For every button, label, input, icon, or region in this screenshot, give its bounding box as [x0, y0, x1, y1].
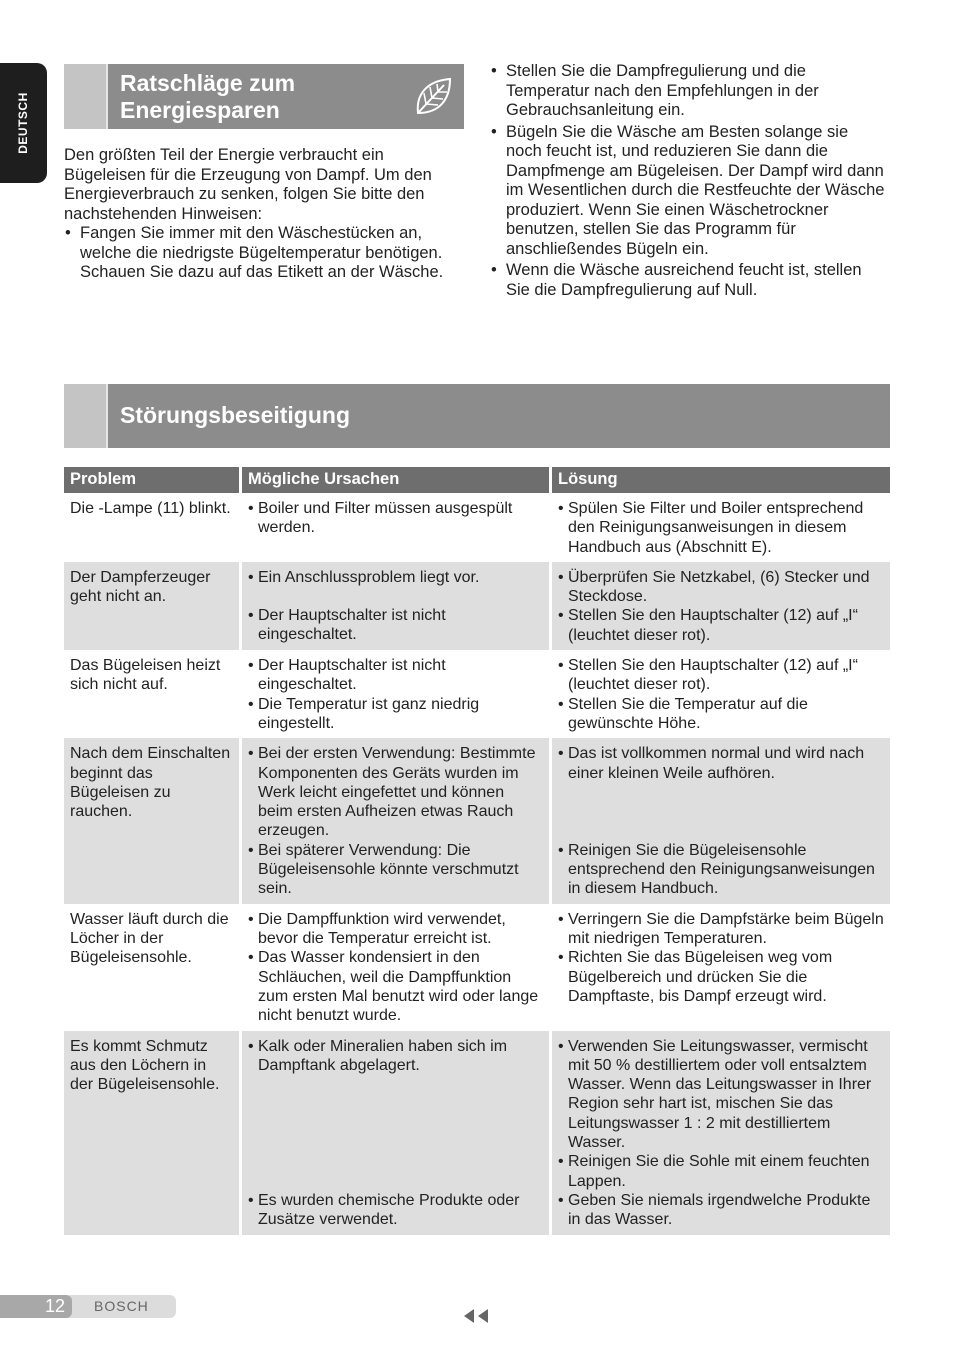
language-tab: [0, 63, 47, 183]
causes-cell: [239, 1031, 549, 1235]
cause-item: • Bei der ersten Verwendung: Bestimmte Komponenten des Geräts wurden im Werk leicht eingefettet und können beim ersten Aufheizen etwas Rauch erzeugen.: [248, 744, 543, 840]
table-row: [64, 738, 890, 903]
cause-item: • Die Temperatur ist ganz niedrig eingestellt.: [248, 695, 543, 734]
energy-right-column: [490, 62, 888, 302]
cause-item: • Boiler und Filter müssen ausgespült werden.: [248, 499, 543, 538]
energy-intro: Den größten Teil der Energie verbraucht ein Bügeleisen für die Erzeugung von Dampf. Um den Energieverbrauch zu senken, folgen Sie bitte den nachstehenden Hinweisen:: [64, 146, 432, 223]
solutions-cell: [549, 738, 890, 903]
table-row: [64, 650, 890, 738]
causes-cell: [239, 904, 549, 1031]
solution-item: • Stellen Sie den Hauptschalter (12) auf „I“ (leuchtet dieser rot).: [558, 606, 884, 645]
problem-cell: Nach dem Einschalten beginnt das Bügeleisen zu rauchen.: [64, 738, 239, 903]
list-item: • Stellen Sie die Dampfregulierung und die Temperatur nach den Empfehlungen in der Gebrauchsanleitung ein.: [490, 62, 888, 121]
troubleshooting-title: Störungsbeseitigung: [120, 402, 350, 428]
causes-cell: [239, 562, 549, 650]
solutions-cell: [549, 904, 890, 1031]
solution-item: • Stellen Sie den Hauptschalter (12) auf „I“ (leuchtet dieser rot).: [558, 656, 884, 695]
troubleshooting-table: [64, 467, 890, 1235]
column-header-solution: Lösung: [549, 467, 890, 493]
solution-item: • Überprüfen Sie Netzkabel, (6) Stecker und Steckdose.: [558, 568, 884, 607]
solution-item: • Spülen Sie Filter und Boiler entsprechend den Reinigungsanweisungen in diesem Handbuch aus (Abschnitt E).: [558, 499, 884, 557]
solutions-cell: [549, 650, 890, 738]
table-row: [64, 493, 890, 562]
page-number: 12: [0, 1295, 72, 1318]
list-item: • Bügeln Sie die Wäsche am Besten solange sie noch feucht ist, und reduzieren Sie dann die Dampfmenge am Bügeleisen. Der Dampf wird dann im Wesentlichen durch die Restfeuchte der Wäsche produziert. Wenn Sie einen Wäschetrockner benutzen, stellen Sie das Programm für anschließendes Bügeln ein.: [490, 123, 888, 260]
solution-item: • Richten Sie das Bügeleisen weg vom Bügelbereich und drücken Sie die Dampftaste, bis Dampf erzeugt wird.: [558, 948, 884, 1006]
causes-cell: [239, 493, 549, 562]
solution-item: • Stellen Sie die Temperatur auf die gewünschte Höhe.: [558, 695, 884, 734]
cause-item: • Es wurden chemische Produkte oder Zusätze verwendet.: [248, 1191, 543, 1230]
troubleshooting-banner: [64, 384, 890, 448]
solution-item: • Reinigen Sie die Bügeleisensohle entsprechend den Reinigungsanweisungen in diesem Handbuch.: [558, 841, 884, 899]
cause-item: • Bei späterer Verwendung: Die Bügeleisensohle könnte verschmutzt sein.: [248, 841, 543, 899]
brand-label: BOSCH: [94, 1298, 149, 1314]
cause-item: • Die Dampffunktion wird verwendet, bevor die Temperatur erreicht ist.: [248, 910, 543, 949]
problem-cell: Es kommt Schmutz aus den Löchern in der Bügeleisensohle.: [64, 1031, 239, 1235]
energy-saving-title: Ratschläge zum Energiesparen: [120, 70, 296, 123]
solutions-cell: [549, 1031, 890, 1235]
energy-saving-banner: [64, 64, 464, 129]
cause-item: • Der Hauptschalter ist nicht eingeschaltet.: [248, 606, 543, 645]
cause-item: • Das Wasser kondensiert in den Schläuchen, weil die Dampffunktion zum ersten Mal benutzt wird oder lange nicht benutzt wurde.: [248, 948, 543, 1025]
table-row: [64, 904, 890, 1031]
table-row: [64, 562, 890, 650]
table-row: [64, 1031, 890, 1235]
solutions-cell: [549, 562, 890, 650]
cause-item: • Der Hauptschalter ist nicht eingeschaltet.: [248, 656, 543, 695]
problem-cell: Die -Lampe (11) blinkt.: [70, 500, 231, 517]
energy-tips-left: [64, 224, 466, 283]
problem-cell: Das Bügeleisen heizt sich nicht auf.: [70, 657, 221, 694]
language-tab-label: DEUTSCH: [16, 92, 30, 154]
table-header-row: [64, 467, 890, 493]
solution-item: • Das ist vollkommen normal und wird nach einer kleinen Weile aufhören.: [558, 744, 884, 783]
solution-item: • Verwenden Sie Leitungswasser, vermischt mit 50 % destilliertem oder voll entsalztem Wasser. Wenn das Leitungswasser in Ihrer Region sehr hart ist, mischen Sie das Leitungswasser 1 : 2 mit destilliertem Wasser.: [558, 1037, 884, 1153]
double-left-arrow-icon[interactable]: [462, 1308, 490, 1324]
solution-item: • Geben Sie niemals irgendwelche Produkte in das Wasser.: [558, 1191, 884, 1230]
solutions-cell: [549, 493, 890, 562]
problem-cell: Der Dampferzeuger geht nicht an.: [64, 562, 239, 650]
column-header-problem: Problem: [64, 467, 239, 493]
column-header-causes: Mögliche Ursachen: [239, 467, 549, 493]
energy-left-column: [64, 146, 466, 283]
list-item: • Fangen Sie immer mit den Wäschestücken an, welche die niedrigste Bügeltemperatur benötigen. Schauen Sie dazu auf das Etikett an der Wäsche.: [64, 224, 466, 283]
problem-cell: Wasser läuft durch die Löcher in der Bügeleisensohle.: [70, 910, 229, 967]
energy-tips-right: [490, 62, 888, 300]
list-item: • Wenn die Wäsche ausreichend feucht ist, stellen Sie die Dampfregulierung auf Null.: [490, 261, 888, 300]
causes-cell: [239, 650, 549, 738]
cause-item: • Kalk oder Mineralien haben sich im Dampftank abgelagert.: [248, 1037, 543, 1076]
solution-item: • Verringern Sie die Dampfstärke beim Bügeln mit niedrigen Temperaturen.: [558, 910, 884, 949]
solution-item: • Reinigen Sie die Sohle mit einem feuchten Lappen.: [558, 1152, 884, 1191]
cause-item: • Ein Anschlussproblem liegt vor.: [248, 568, 543, 587]
causes-cell: [239, 738, 549, 903]
leaf-icon: [410, 73, 456, 119]
